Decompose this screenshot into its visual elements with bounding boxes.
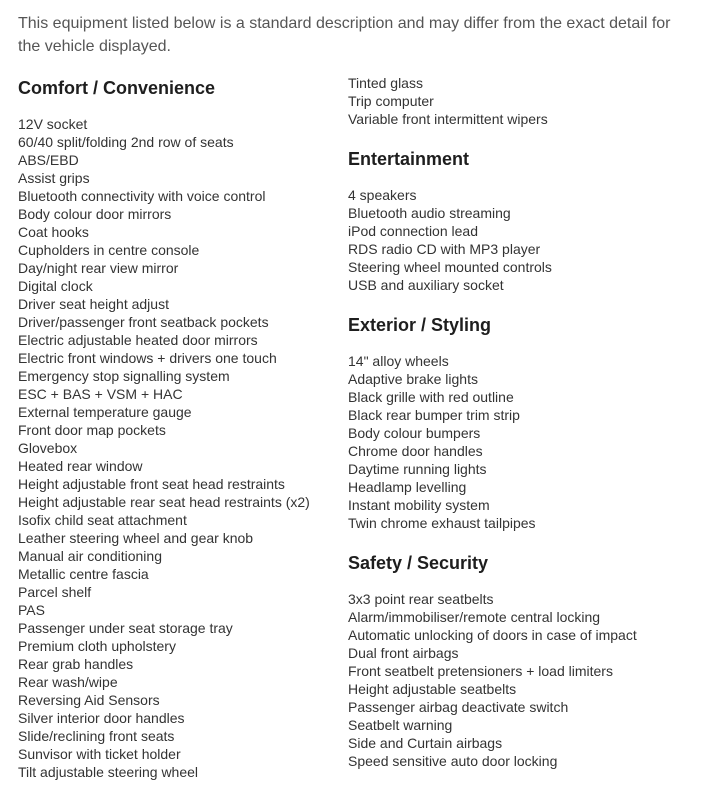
comfort-item: 60/40 split/folding 2nd row of seats bbox=[18, 134, 234, 150]
comfort-item: Emergency stop signalling system bbox=[18, 368, 230, 384]
safety-item: Side and Curtain airbags bbox=[348, 735, 503, 751]
comfort-item: Digital clock bbox=[18, 278, 93, 294]
comfort-item: Passenger under seat storage tray bbox=[18, 620, 233, 636]
left-column bbox=[18, 76, 338, 781]
comfort-item: Trip computer bbox=[348, 93, 434, 109]
exterior-item: Adaptive brake lights bbox=[348, 371, 478, 387]
comfort-item: Bluetooth connectivity with voice control bbox=[18, 188, 266, 204]
comfort-item: Rear grab handles bbox=[18, 656, 134, 672]
comfort-item: Variable front intermittent wipers bbox=[348, 111, 548, 127]
comfort-item: ABS/EBD bbox=[18, 152, 79, 168]
safety-title: Safety / Security bbox=[348, 553, 489, 573]
comfort-list bbox=[18, 115, 338, 781]
comfort-item: Height adjustable front seat head restraints bbox=[18, 476, 285, 492]
safety-item: Height adjustable seatbelts bbox=[348, 681, 517, 697]
entertainment-item: USB and auxiliary socket bbox=[348, 277, 504, 293]
right-column bbox=[348, 74, 698, 770]
entertainment-item: Steering wheel mounted controls bbox=[348, 259, 552, 275]
exterior-item: Black rear bumper trim strip bbox=[348, 407, 520, 423]
entertainment-item: Bluetooth audio streaming bbox=[348, 205, 511, 221]
comfort-title: Comfort / Convenience bbox=[18, 78, 216, 98]
comfort-item: Slide/reclining front seats bbox=[18, 728, 175, 744]
safety-item: Speed sensitive auto door locking bbox=[348, 753, 558, 769]
safety-item: Front seatbelt pretensioners + load limiters bbox=[348, 663, 613, 679]
comfort-item: Electric front windows + drivers one touch bbox=[18, 350, 277, 366]
safety-list bbox=[348, 590, 698, 770]
safety-item: Dual front airbags bbox=[348, 645, 459, 661]
comfort-item: Isofix child seat attachment bbox=[18, 512, 187, 528]
comfort-item: Driver/passenger front seatback pockets bbox=[18, 314, 269, 330]
exterior-item: Daytime running lights bbox=[348, 461, 487, 477]
comfort-item: Sunvisor with ticket holder bbox=[18, 746, 181, 762]
exterior-title: Exterior / Styling bbox=[348, 315, 492, 335]
comfort-item: Body colour door mirrors bbox=[18, 206, 172, 222]
entertainment-list bbox=[348, 186, 698, 294]
exterior-item: Black grille with red outline bbox=[348, 389, 514, 405]
comfort-item: Tinted glass bbox=[348, 75, 423, 91]
comfort-item: Parcel shelf bbox=[18, 584, 92, 600]
comfort-item: Heated rear window bbox=[18, 458, 143, 474]
comfort-item: 12V socket bbox=[18, 116, 88, 132]
comfort-item: Metallic centre fascia bbox=[18, 566, 149, 582]
safety-item: Automatic unlocking of doors in case of impact bbox=[348, 627, 637, 643]
comfort-item: Silver interior door handles bbox=[18, 710, 185, 726]
entertainment-item: 4 speakers bbox=[348, 187, 417, 203]
comfort-item: Premium cloth upholstery bbox=[18, 638, 176, 654]
entertainment-title: Entertainment bbox=[348, 149, 470, 169]
comfort-item: Height adjustable rear seat head restraints (x2) bbox=[18, 494, 310, 510]
comfort-item: Glovebox bbox=[18, 440, 78, 456]
comfort-item: Front door map pockets bbox=[18, 422, 166, 438]
comfort-item: Manual air conditioning bbox=[18, 548, 162, 564]
safety-item: Seatbelt warning bbox=[348, 717, 453, 733]
comfort-item: ESC + BAS + VSM + HAC bbox=[18, 386, 183, 402]
exterior-list bbox=[348, 352, 698, 532]
safety-item: 3x3 point rear seatbelts bbox=[348, 591, 494, 607]
comfort-item: Reversing Aid Sensors bbox=[18, 692, 160, 708]
intro-text: This equipment listed below is a standard description and may differ from the exact detail for the vehicle displayed. bbox=[18, 15, 671, 55]
comfort-item: External temperature gauge bbox=[18, 404, 192, 420]
comfort-item: Assist grips bbox=[18, 170, 90, 186]
exterior-item: Body colour bumpers bbox=[348, 425, 481, 441]
comfort-item: Tilt adjustable steering wheel bbox=[18, 764, 199, 780]
entertainment-item: RDS radio CD with MP3 player bbox=[348, 241, 541, 257]
exterior-item: Twin chrome exhaust tailpipes bbox=[348, 515, 536, 531]
comfort-item: Coat hooks bbox=[18, 224, 89, 240]
comfort-item: Electric adjustable heated door mirrors bbox=[18, 332, 258, 348]
comfort-item: Leather steering wheel and gear knob bbox=[18, 530, 254, 546]
comfort-item: Driver seat height adjust bbox=[18, 296, 169, 312]
exterior-item: 14" alloy wheels bbox=[348, 353, 449, 369]
comfort-continued-list bbox=[348, 74, 698, 128]
comfort-item: PAS bbox=[18, 602, 45, 618]
safety-item: Passenger airbag deactivate switch bbox=[348, 699, 569, 715]
exterior-item: Chrome door handles bbox=[348, 443, 483, 459]
exterior-item: Instant mobility system bbox=[348, 497, 490, 513]
exterior-item: Headlamp levelling bbox=[348, 479, 467, 495]
safety-item: Alarm/immobiliser/remote central locking bbox=[348, 609, 601, 625]
comfort-item: Rear wash/wipe bbox=[18, 674, 118, 690]
comfort-item: Cupholders in centre console bbox=[18, 242, 200, 258]
entertainment-item: iPod connection lead bbox=[348, 223, 478, 239]
comfort-item: Day/night rear view mirror bbox=[18, 260, 179, 276]
